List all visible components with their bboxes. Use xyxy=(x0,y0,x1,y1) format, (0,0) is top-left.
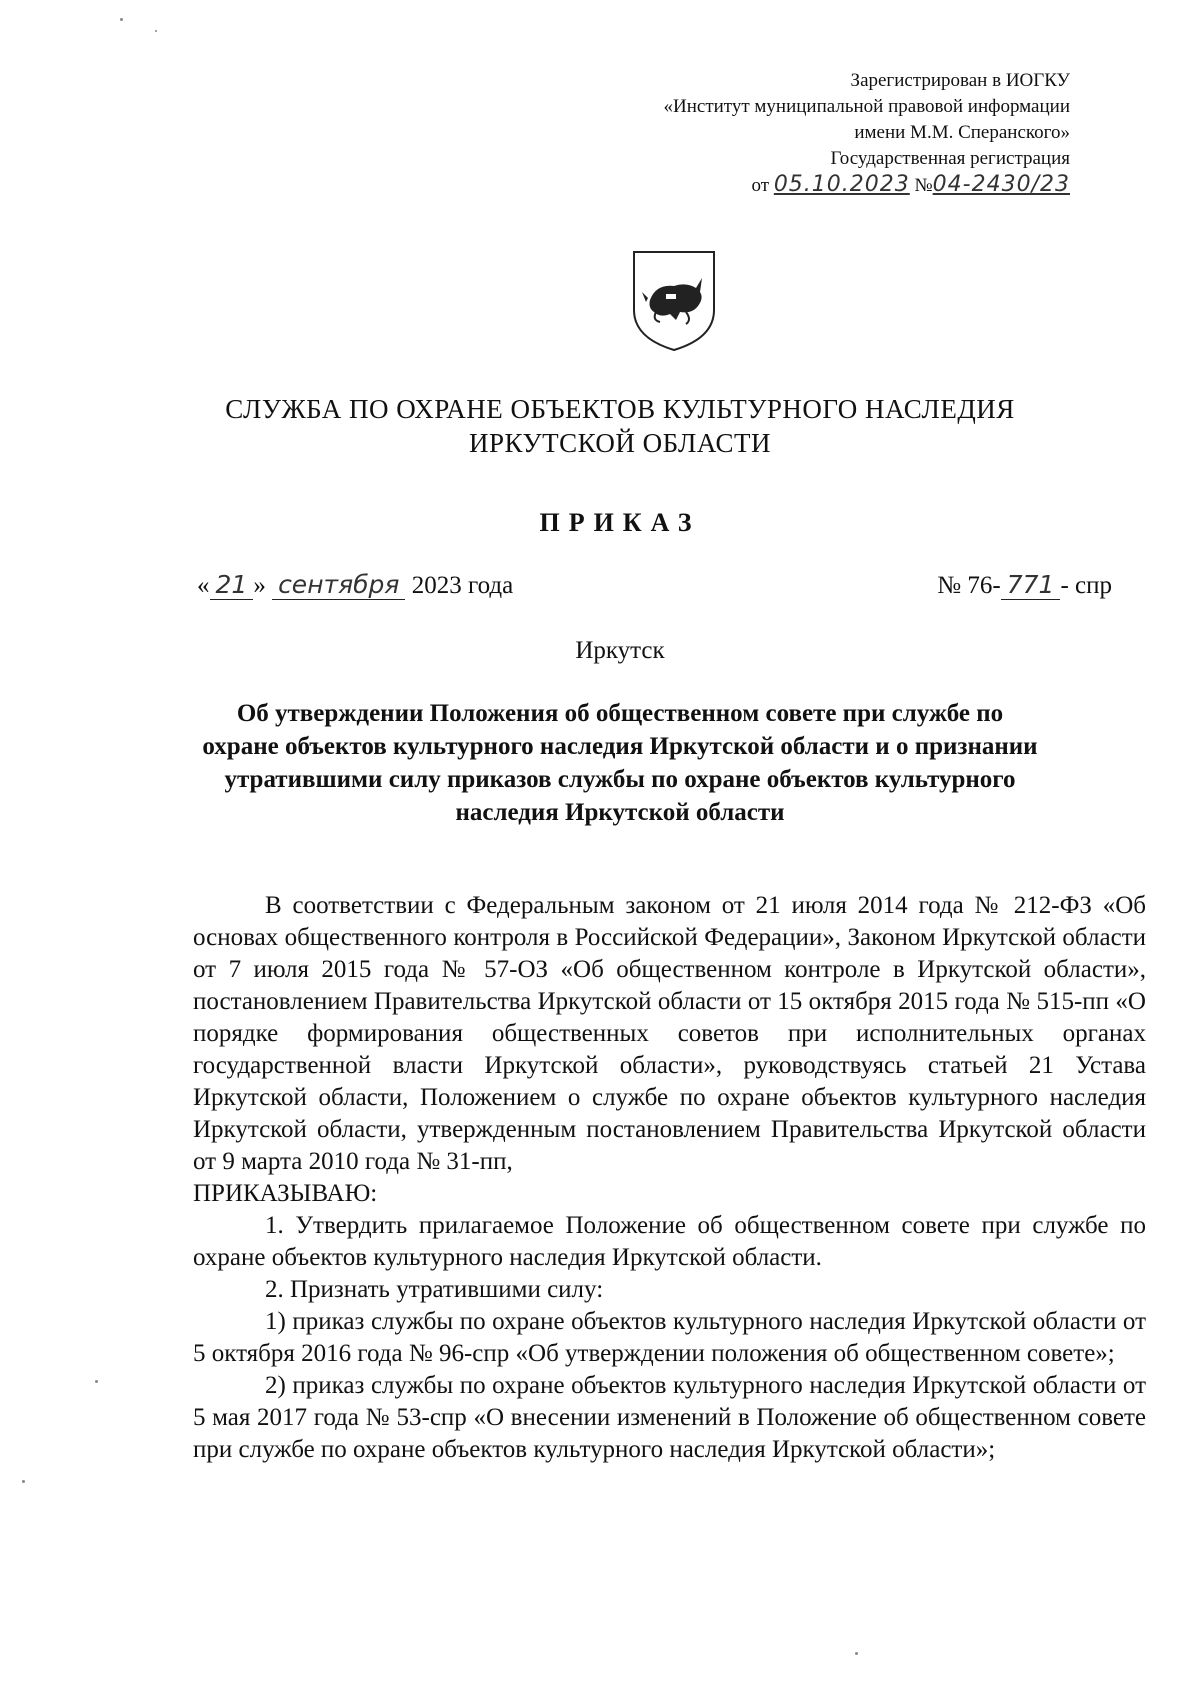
registration-no-label: № xyxy=(914,175,933,196)
title-line-4: наследия Иркутской области xyxy=(455,799,785,826)
date-close-quote: » xyxy=(253,572,266,599)
order-number-suffix: - спр xyxy=(1060,572,1112,599)
scan-speck xyxy=(95,1380,98,1383)
city: Иркутск xyxy=(575,637,665,664)
agency-name-line-1: СЛУЖБА ПО ОХРАНЕ ОБЪЕКТОВ КУЛЬТУРНОГО НАСЛЕДИЯ xyxy=(225,394,1015,424)
date-day: 21 xyxy=(210,570,254,600)
scan-speck xyxy=(155,30,157,32)
preamble-paragraph: В соответствии с Федеральным законом от 21 июля 2014 года № 212-ФЗ «Об основах общественного контроля в Российской Федерации», Законом Иркутской области от 7 июля 2015 года № 57-ОЗ «Об общественном контроле в Иркутской области», постановлением Правительства Иркутской области от 15 октября 2015 года № 515-пп «О порядке формирования общественных советов при исполнительных органах государственной власти Иркутской области», руководствуясь статьей 21 Устава Иркутской области, Положением о службе по охране объектов культурного наследия Иркутской области, утвержденным постановлением Правительства Иркутской области от 9 марта 2010 года № 31-пп, xyxy=(193,892,1146,1175)
registration-line-1: Зарегистрирован в ИОГКУ xyxy=(850,70,1070,91)
title-line-3: утратившими силу приказов службы по охране объектов культурного xyxy=(224,766,1016,793)
agency-name xyxy=(150,392,1090,460)
scan-speck xyxy=(22,1480,25,1483)
registration-from-label: от xyxy=(751,175,770,196)
order-number-prefix: № 76- xyxy=(937,572,1001,599)
irkutsk-coat-of-arms-icon xyxy=(630,248,718,354)
item-2: 2. Признать утратившими силу: xyxy=(265,1276,604,1303)
registration-line-3: имени М.М. Сперанского» xyxy=(854,122,1070,143)
order-word: ПРИКАЗЫВАЮ: xyxy=(193,1180,378,1207)
registration-line-4: Государственная регистрация xyxy=(830,148,1070,169)
registration-line-2: «Институт муниципальной правовой информации xyxy=(663,96,1070,117)
item-2-1: 1) приказ службы по охране объектов культурного наследия Иркутской области от 5 октября 2016 года № 96-спр «Об утверждении положения об общественном совете»; xyxy=(193,1308,1146,1367)
title-line-2: охране объектов культурного наследия Иркутской области и о признании xyxy=(202,733,1038,760)
document-title xyxy=(190,697,1050,829)
item-2-2: 2) приказ службы по охране объектов культурного наследия Иркутской области от 5 мая 2017 года № 53-спр «О внесении изменений в Положение об общественном совете при службе по охране объектов культурного наследия Иркутской области»; xyxy=(193,1372,1146,1463)
date-month: сентября xyxy=(272,570,405,600)
registration-stamp xyxy=(550,68,1070,199)
item-1: 1. Утвердить прилагаемое Положение об общественном совете при службе по охране объектов культурного наследия Иркутской области. xyxy=(193,1212,1146,1271)
date-year: 2023 года xyxy=(411,572,514,599)
registration-number-line xyxy=(550,172,1070,199)
order-number xyxy=(937,570,1112,600)
document-type: ПРИКАЗ xyxy=(539,508,701,537)
document-body xyxy=(193,890,1146,1466)
scan-speck xyxy=(855,1652,858,1655)
order-number-value: 771 xyxy=(1001,570,1061,600)
registration-date: 05.10.2023 xyxy=(773,172,910,197)
order-date xyxy=(197,570,513,600)
scan-speck xyxy=(120,18,123,21)
date-open-quote: « xyxy=(197,572,210,599)
registration-number: 04-2430/23 xyxy=(932,172,1070,197)
agency-name-line-2: ИРКУТСКОЙ ОБЛАСТИ xyxy=(469,428,771,458)
title-line-1: Об утверждении Положения об общественном совете при службе по xyxy=(236,700,1004,727)
